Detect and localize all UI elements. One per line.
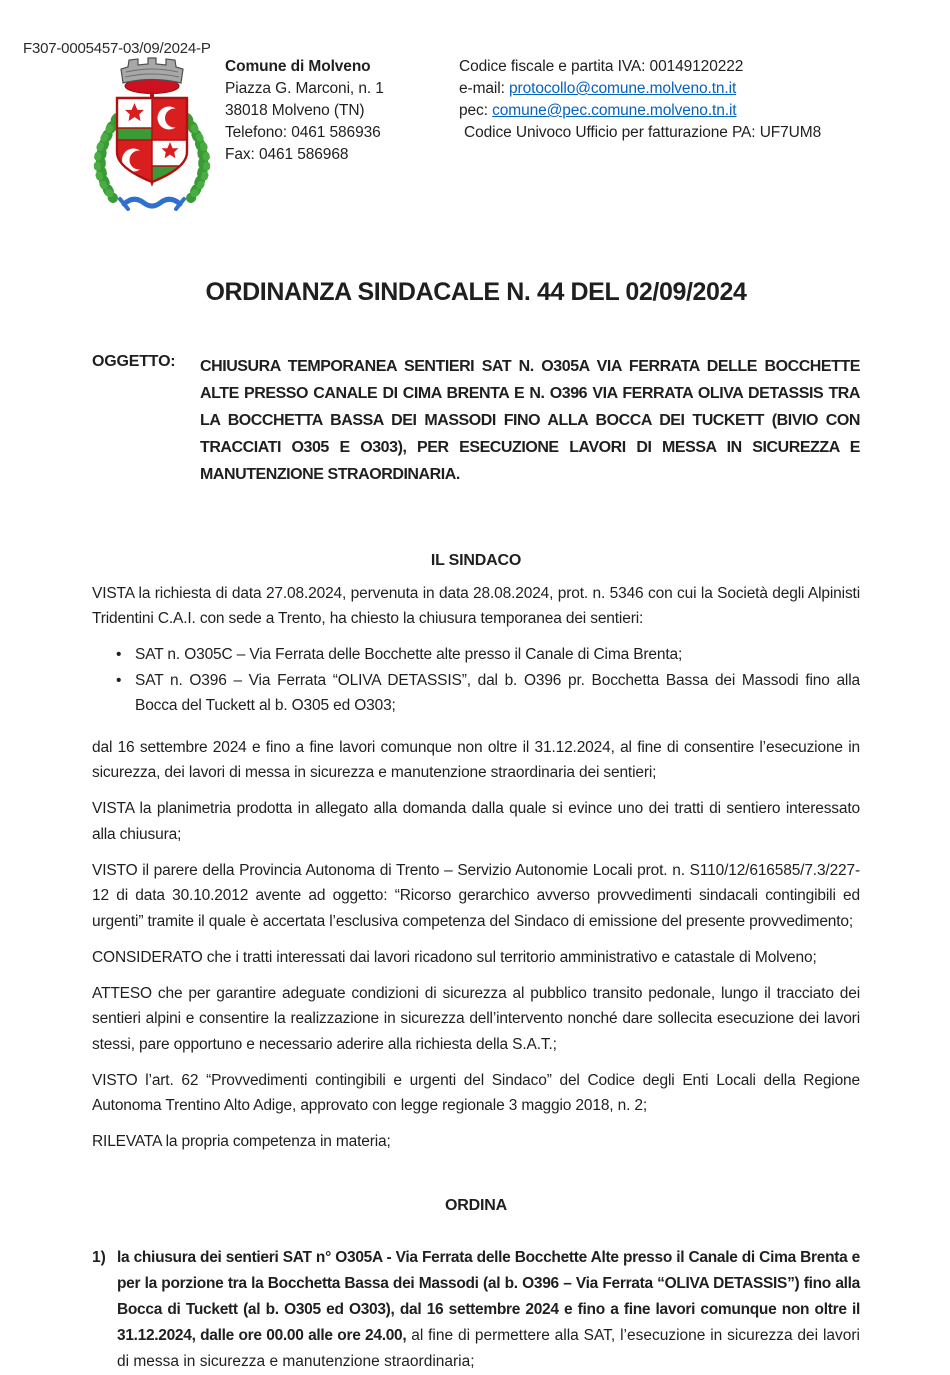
premise-intro: VISTA la richiesta di data 27.08.2024, pervenuta in data 28.08.2024, prot. n. 5346 con cui la Società degli Alpinisti Tridentini C.A.I. con sede a Trento, ha chiesto la chiusura temporanea dei sentieri: [92,584,860,627]
subject-text: CHIUSURA TEMPORANEA SENTIERI SAT N. O305A VIA FERRATA DELLE BOCCHETTE ALTE PRESSO CANALE DI CIMA BRENTA E N. O396 VIA FERRATA OLIVA DETASSIS TRA LA BOCCHETTA BASSA DEI MASSODI FINO ALLA BOCCA DEI TUCKETT (BIVIO CON TRACCIATI O305 E O303), PER ESECUZIONE LAVORI DI MESSA IN SICUREZZA E MANUTENZIONE STRAORDINARIA. [200,358,860,483]
order-item-number: 1) [92,1248,106,1266]
list-item: • SAT n. O396 – Via Ferrata “OLIVA DETASSIS”, dal b. O396 pr. Bocchetta Bassa dei Massodi fino alla Bocca del Tuckett al b. O305 ed O303; [92,668,860,719]
municipality-contacts-block [459,56,821,144]
municipal-coat-of-arms [86,56,218,220]
order-item [92,1245,860,1375]
order-item-regular-text: al fine di permettere alla SAT, l’esecuzione in sicurezza dei lavori di messa in sicurezza e manutenzione straordinaria; [117,1326,861,1370]
municipality-fax: Fax: 0461 586968 [225,146,349,163]
vat-line: Codice fiscale e partita IVA: 00149120222 [459,58,744,75]
premise-paragraph: CONSIDERATO che i tratti interessati dai lavori ricadono sul territorio amministrativo e catastale di Molveno; [92,948,817,966]
protocol-stamp: F307-0005457-03/09/2024-P [23,40,211,57]
premise-paragraph: VISTO il parere della Provincia Autonoma di Trento – Servizio Autonomie Locali prot. n. S110/12/616585/7.3/227-12 di data 30.10.2012 avente ad oggetto: “Ricorso gerarchico avverso provvedimenti sindacali contingibili ed urgenti” tramite il quale è accertata l’esclusiva competenza del Sindaco di emissione del presente provvedimento; [92,861,860,930]
shield-icon [117,92,187,187]
subject-block [92,353,860,488]
premise-paragraph: dal 16 settembre 2024 e fino a fine lavori comunque non oltre il 31.12.2024, al fine di consentire l’esecuzione in sicurezza, dei lavori di messa in sicurezza e manutenzione straordinaria dei sentieri; [92,738,860,781]
municipality-name: Comune di Molveno [225,58,371,75]
municipality-address: Piazza G. Marconi, n. 1 [225,80,384,97]
subject-label: OGGETTO: [92,353,176,370]
email-label: e-mail: [459,80,510,97]
pec-link[interactable]: comune@pec.comune.molveno.tn.it [492,102,737,119]
municipality-address-block [225,56,384,166]
pec-line [459,100,821,122]
ribbon-icon [120,199,184,209]
ordina-heading: ORDINA [445,1196,507,1214]
municipality-phone: Telefono: 0461 586936 [225,124,381,141]
premise-paragraph: ATTESO che per garantire adeguate condizioni di sicurezza al pubblico transito pedonale, lungo il tracciato dei sentieri alpini e consentire la realizzazione in sicurezza dell’intervento nonché dare sollecita esecuzione dei lavori stessi, pare opportuno e necessario aderire alla richiesta della S.A.T.; [92,984,860,1053]
premise-paragraph: RILEVATA la propria competenza in materia; [92,1133,391,1150]
sindaco-heading: IL SINDACO [430,552,522,569]
email-link[interactable]: protocollo@comune.molveno.tn.it [509,80,737,97]
document-body [0,278,950,1375]
order-item-bold-text: la chiusura dei sentieri SAT n° O305A - Via Ferrata delle Bocchette Alte presso il Canale di Cima Brenta e per la porzione tra la Bocchetta Bassa dei Massodi (al b. O396 – Via Ferrata “OLIVA DETASSIS”) fino alla Bocca di Tuckett (al b. O305 ed O303), dal 16 settembre 2024 e fino a fine lavori comunque non oltre il 31.12.2024, dalle ore 00.00 alle ore 24.00, [117,1248,860,1344]
premise-paragraph: VISTO l’art. 62 “Provvedimenti contingibili e urgenti del Sindaco” del Codice degli Enti Locali della Regione Autonoma Trentino Alto Adige, approvato con legge regionale 3 maggio 2018, n. 2; [92,1071,860,1114]
document-header [0,0,950,238]
premise-paragraph: VISTA la planimetria prodotta in allegato alla domanda dalla quale si evince uno dei tratti di sentiero interessato alla chiusura; [92,800,860,843]
mural-crown-icon [121,58,183,94]
invoice-code-line: Codice Univoco Ufficio per fatturazione PA: UF7UM8 [464,124,822,141]
email-line [459,78,821,100]
list-item: • SAT n. O305C – Via Ferrata delle Bocchette alte presso il Canale di Cima Brenta; [92,642,860,668]
municipality-city: 38018 Molveno (TN) [225,102,365,119]
pec-label: pec: [459,102,493,119]
ordinance-title: ORDINANZA SINDACALE N. 44 DEL 02/09/2024 [205,278,747,306]
